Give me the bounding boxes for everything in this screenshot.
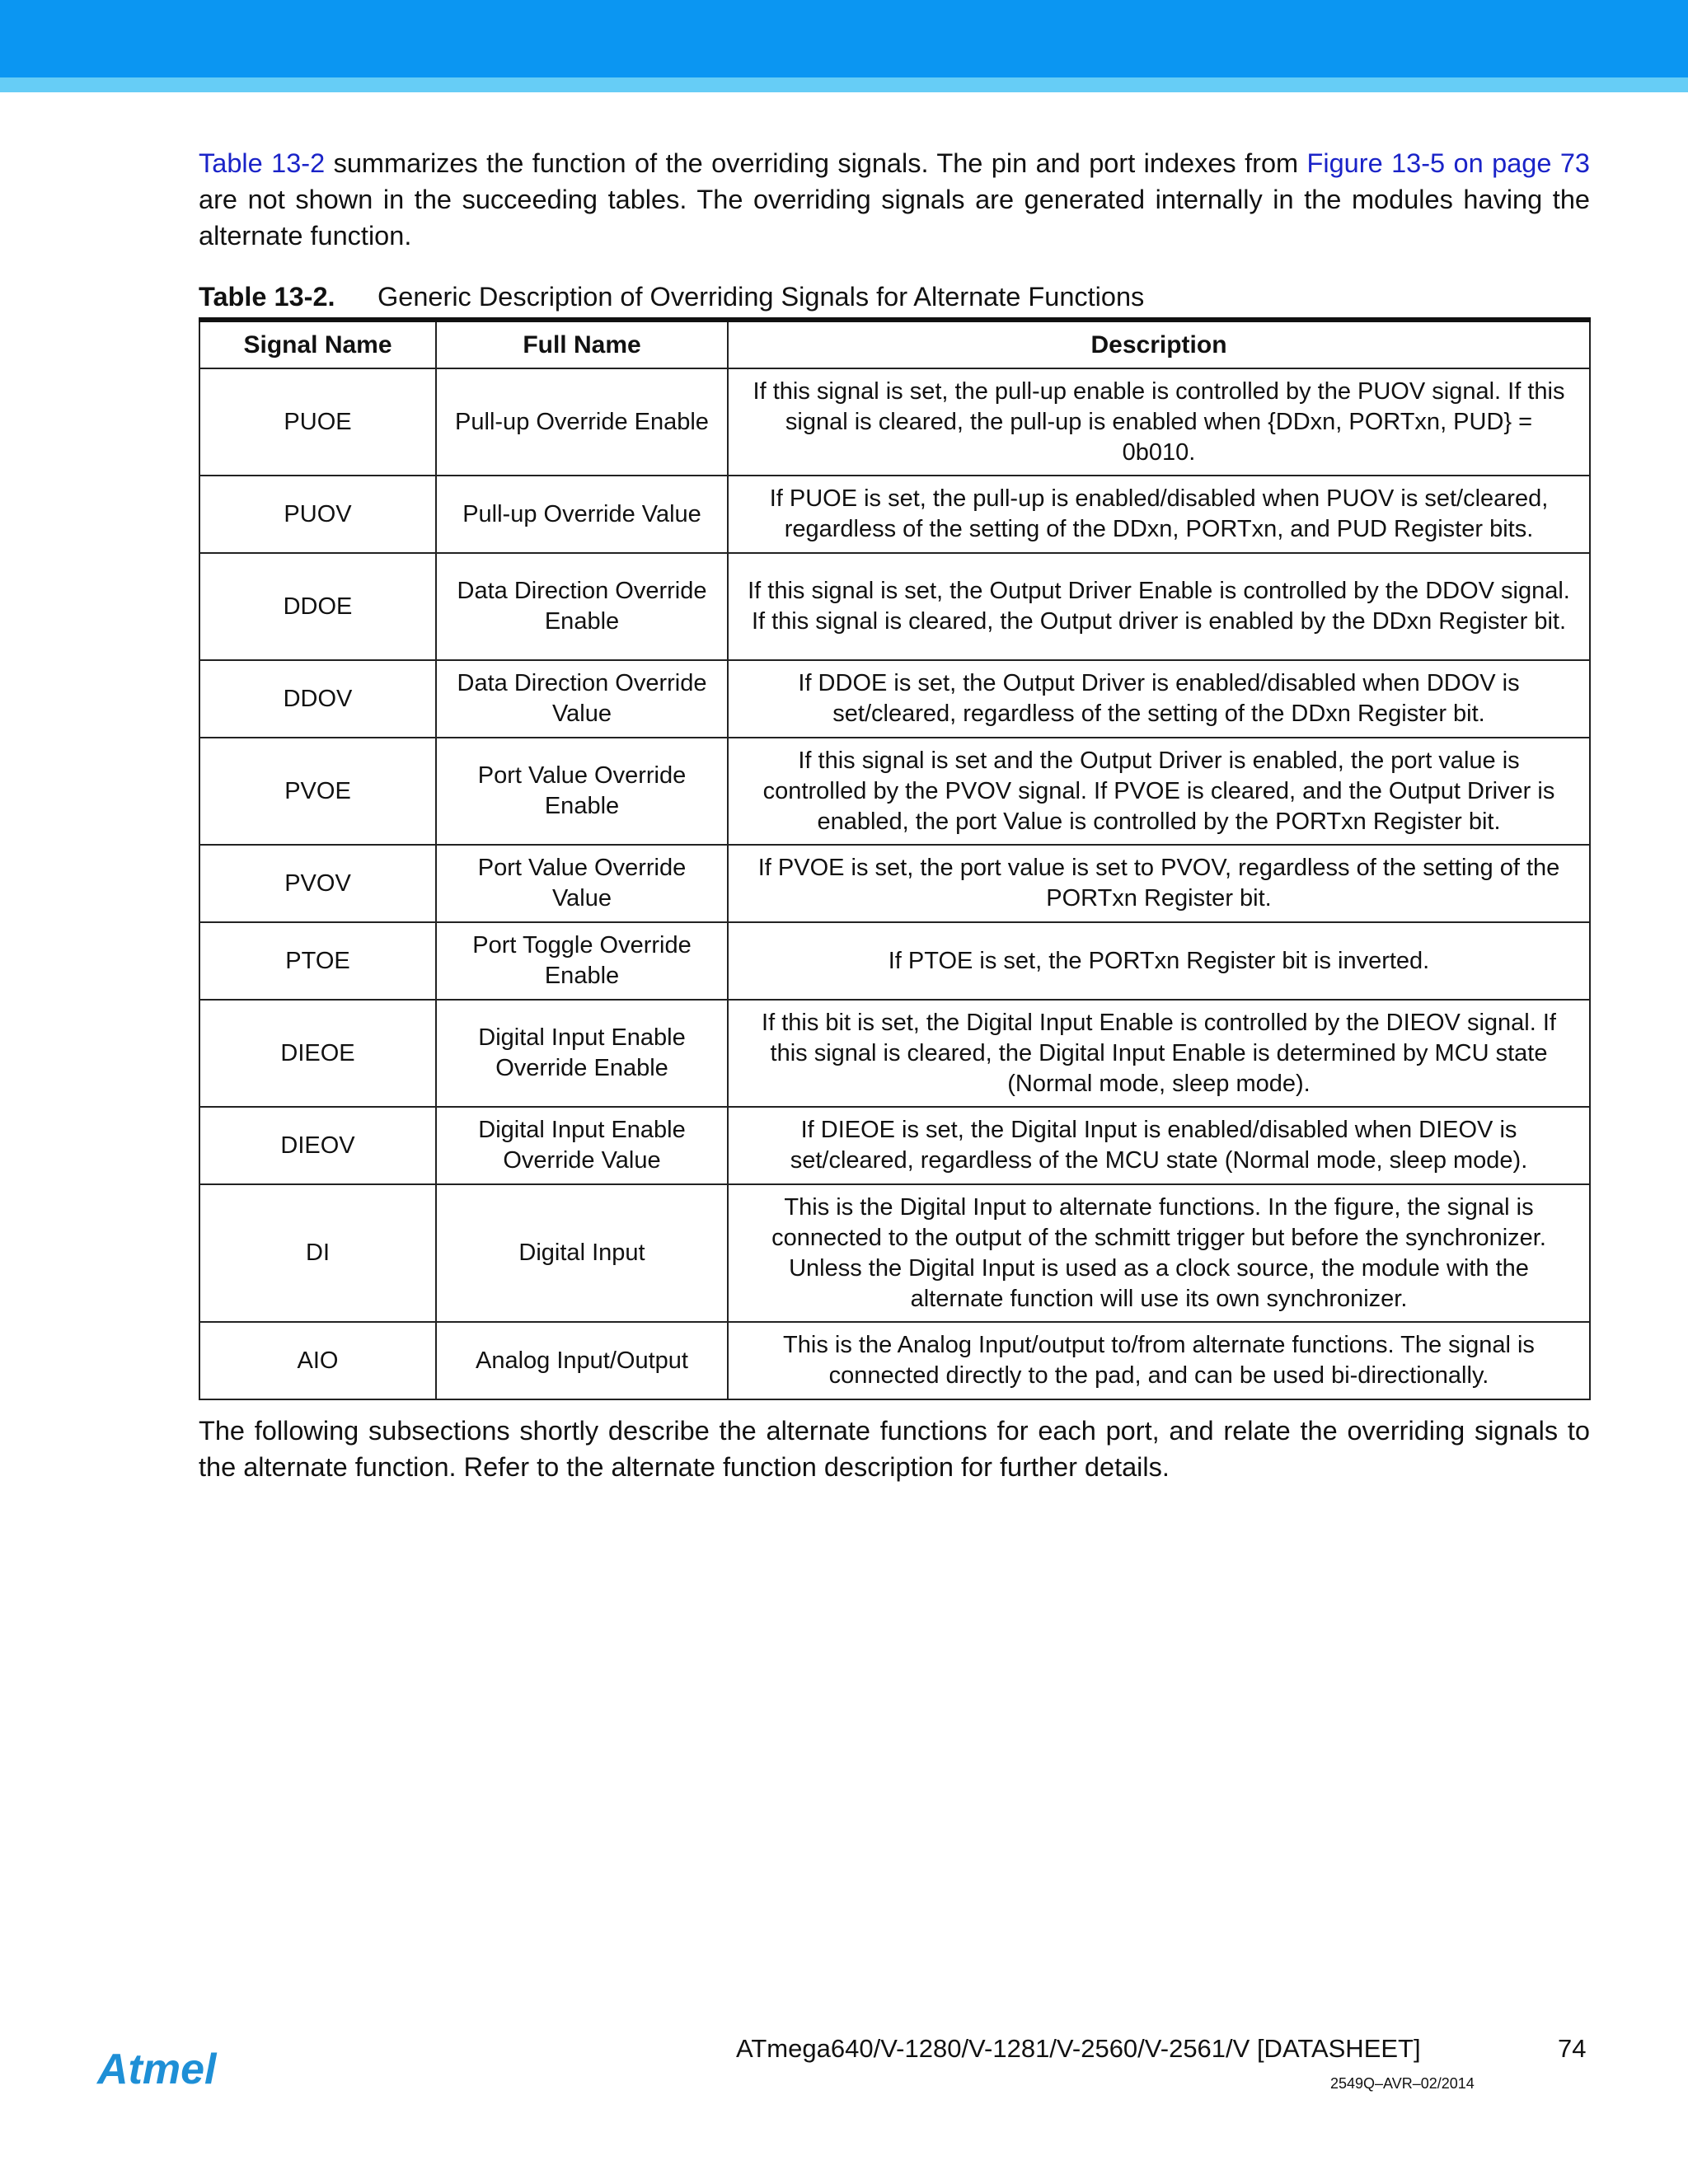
table-row bbox=[199, 1107, 1590, 1184]
header-full-name: Full Name bbox=[436, 320, 728, 368]
cell-description: This is the Analog Input/output to/from alternate functions. The signal is connected directly to the pad, and can be used bi-directionally. bbox=[728, 1322, 1590, 1399]
cell-full-name: Data Direction Override Value bbox=[436, 660, 728, 738]
header-signal-name: Signal Name bbox=[199, 320, 436, 368]
cell-signal: AIO bbox=[199, 1322, 436, 1399]
cell-description: If DDOE is set, the Output Driver is enabled/disabled when DDOV is set/cleared, regardless of the setting of the DDxn Register bit. bbox=[728, 660, 1590, 738]
cell-signal: DI bbox=[199, 1184, 436, 1322]
cell-full-name: Pull-up Override Enable bbox=[436, 368, 728, 476]
cell-signal: PUOV bbox=[199, 476, 436, 553]
cell-full-name: Digital Input Enable Override Value bbox=[436, 1107, 728, 1184]
table-row bbox=[199, 845, 1590, 922]
cell-description: If this signal is set and the Output Driver is enabled, the port value is controlled by the PVOV signal. If PVOE is cleared, and the Output Driver is enabled, the port Value is controlled by the PORTxn Register bit. bbox=[728, 738, 1590, 845]
link-table-13-2[interactable]: Table 13-2 bbox=[199, 148, 326, 178]
atmel-logo bbox=[96, 2041, 241, 2095]
table-row bbox=[199, 368, 1590, 476]
cell-full-name: Analog Input/Output bbox=[436, 1322, 728, 1399]
cell-description: If this signal is set, the pull-up enable is controlled by the PUOV signal. If this signal is cleared, the pull-up is enabled when {DDxn, PORTxn, PUD} = 0b010. bbox=[728, 368, 1590, 476]
cell-signal: PUOE bbox=[199, 368, 436, 476]
cell-signal: DIEOE bbox=[199, 1000, 436, 1107]
table-row bbox=[199, 660, 1590, 738]
footer-page-number: 74 bbox=[1558, 2034, 1587, 2063]
table-caption-number: Table 13-2. bbox=[199, 282, 335, 312]
cell-signal: DDOE bbox=[199, 553, 436, 660]
cell-signal: PTOE bbox=[199, 922, 436, 1000]
cell-description: This is the Digital Input to alternate functions. In the figure, the signal is connected to the output of the schmitt trigger but before the synchronizer. Unless the Digital Input is used as a clock source, the module with the alternate function will use its own synchronizer. bbox=[728, 1184, 1590, 1322]
cell-description: If this signal is set, the Output Driver Enable is controlled by the DDOV signal. If this signal is cleared, the Output driver is enabled by the DDxn Register bit. bbox=[728, 553, 1590, 660]
cell-signal: DIEOV bbox=[199, 1107, 436, 1184]
intro-text-2: are not shown in the succeeding tables. The overriding signals are generated internally in the modules having the alternate function. bbox=[199, 185, 1590, 251]
cell-description: If PTOE is set, the PORTxn Register bit is inverted. bbox=[728, 922, 1590, 1000]
atmel-logo-text: Atmel bbox=[97, 2046, 217, 2093]
table-row bbox=[199, 553, 1590, 660]
table-row bbox=[199, 1322, 1590, 1399]
cell-full-name: Data Direction Override Enable bbox=[436, 553, 728, 660]
table-caption-title: Generic Description of Overriding Signals for Alternate Functions bbox=[377, 282, 1145, 312]
outro-paragraph: The following subsections shortly describe the alternate functions for each port, and relate the overriding signals to the alternate function. Refer to the alternate function description for further details. bbox=[199, 1416, 1590, 1482]
header-stripe bbox=[0, 77, 1688, 92]
intro-text-1: summarizes the function of the overriding signals. The pin and port indexes from bbox=[325, 148, 1307, 178]
table-row bbox=[199, 1184, 1590, 1322]
cell-full-name: Port Toggle Override Enable bbox=[436, 922, 728, 1000]
header-description: Description bbox=[728, 320, 1590, 368]
table-header-row bbox=[199, 320, 1590, 368]
cell-signal: PVOE bbox=[199, 738, 436, 845]
cell-signal: PVOV bbox=[199, 845, 436, 922]
table-caption bbox=[199, 279, 1144, 315]
cell-full-name: Digital Input Enable Override Enable bbox=[436, 1000, 728, 1107]
footer-document-code: 2549Q–AVR–02/2014 bbox=[1330, 2075, 1475, 2092]
link-figure-13-5[interactable]: Figure 13-5 on page 73 bbox=[1306, 148, 1590, 178]
overriding-signals-table bbox=[199, 317, 1591, 1400]
table-row bbox=[199, 922, 1590, 1000]
cell-description: If PUOE is set, the pull-up is enabled/disabled when PUOV is set/cleared, regardless of the setting of the DDxn, PORTxn, and PUD Register bits. bbox=[728, 476, 1590, 553]
header-band bbox=[0, 0, 1688, 77]
cell-full-name: Port Value Override Enable bbox=[436, 738, 728, 845]
cell-description: If this bit is set, the Digital Input Enable is controlled by the DIEOV signal. If this signal is cleared, the Digital Input Enable is determined by MCU state (Normal mode, sleep mode). bbox=[728, 1000, 1590, 1107]
cell-signal: DDOV bbox=[199, 660, 436, 738]
table-row bbox=[199, 738, 1590, 845]
footer-document-title: ATmega640/V-1280/V-1281/V-2560/V-2561/V [DATASHEET] bbox=[736, 2034, 1421, 2063]
cell-description: If DIEOE is set, the Digital Input is enabled/disabled when DIEOV is set/cleared, regardless of the MCU state (Normal mode, sleep mode). bbox=[728, 1107, 1590, 1184]
table-row bbox=[199, 1000, 1590, 1107]
cell-full-name: Digital Input bbox=[436, 1184, 728, 1322]
cell-description: If PVOE is set, the port value is set to PVOV, regardless of the setting of the PORTxn Register bit. bbox=[728, 845, 1590, 922]
table-row bbox=[199, 476, 1590, 553]
intro-paragraph bbox=[199, 145, 1590, 254]
cell-full-name: Pull-up Override Value bbox=[436, 476, 728, 553]
cell-full-name: Port Value Override Value bbox=[436, 845, 728, 922]
